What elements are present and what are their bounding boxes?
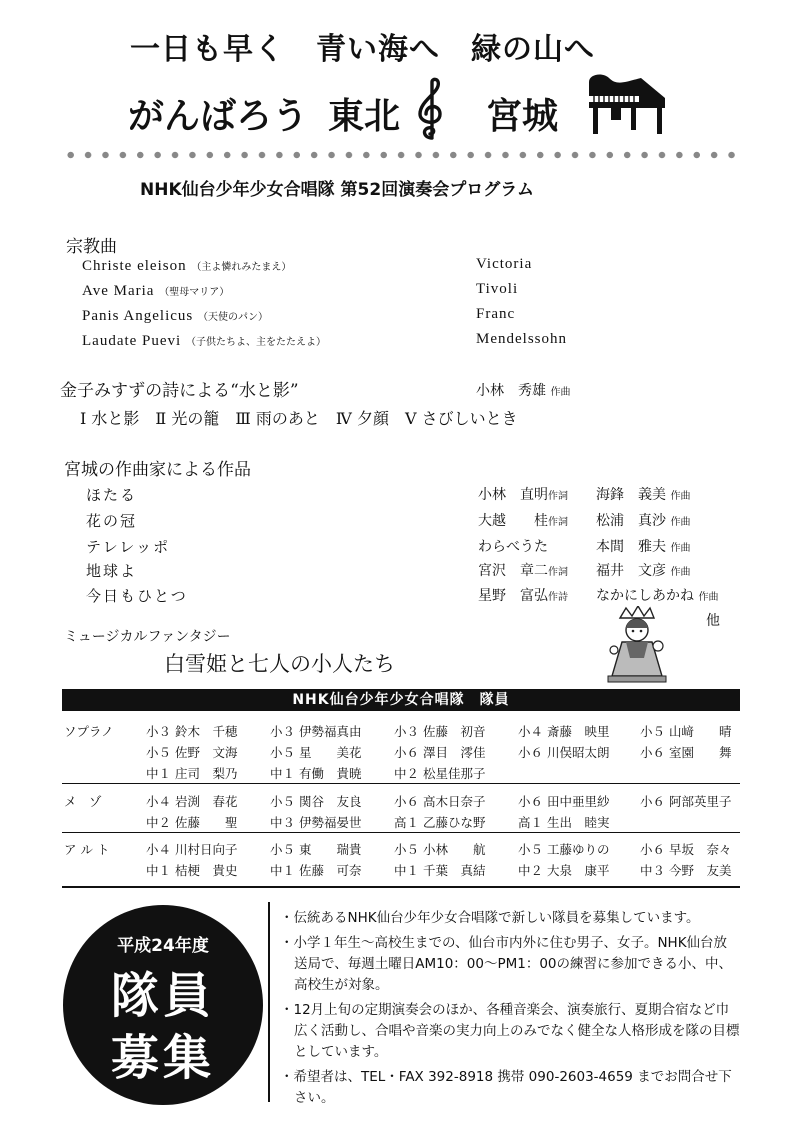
- piece-composer: Tivoli: [476, 281, 519, 297]
- piece-composer: Victoria: [476, 256, 533, 272]
- suite-movements: Ⅰ 水と影 Ⅱ 光の籠 Ⅲ 雨のあと Ⅳ 夕顔 Ⅴ さびしいとき: [80, 409, 518, 428]
- member-name: 小６ 早坂 奈々: [640, 842, 732, 857]
- piece-credits: [478, 585, 568, 605]
- piece-credits: [478, 560, 568, 580]
- composer-name: 小林 秀雄: [476, 383, 546, 399]
- slogan-line-1: 一日も早く 青い海へ 緑の山へ: [130, 32, 595, 67]
- role-label: 作詞: [548, 517, 568, 528]
- member-name: 小５ 星 美花: [270, 745, 362, 760]
- piece-row: [82, 306, 268, 325]
- member-name: 中３ 伊勢福晏世: [270, 815, 362, 830]
- piece-credits: [596, 560, 690, 580]
- treble-clef-icon: [414, 76, 448, 142]
- member-name: 小５ 東 瑞貴: [270, 842, 362, 857]
- role-label: 作曲: [698, 592, 719, 603]
- dotted-divider: [62, 151, 740, 159]
- lyricist-name: 宮沢 章二: [478, 563, 548, 579]
- piece-composer: Mendelssohn: [476, 331, 567, 347]
- piece-credits: [596, 585, 718, 605]
- composer-name: 福井 文彦: [596, 563, 666, 579]
- member-name: 小５ 山﨑 晴: [640, 724, 732, 739]
- roster-divider: [62, 783, 740, 784]
- member-name: 高１ 生出 睦実: [518, 815, 610, 830]
- member-name: 中１ 庄司 梨乃: [146, 766, 238, 781]
- piece-title: 地球よ: [86, 562, 138, 580]
- recruit-bullet: ・希望者は、TEL・FAX 392-8918 携帯 090-2603-4659 までお問合せ下さい。: [280, 1069, 732, 1106]
- piece-title: Laudate Puevi: [82, 333, 182, 349]
- member-name: 中１ 千葉 真結: [394, 863, 486, 878]
- piece-row: [82, 256, 291, 275]
- piece-subtitle: （聖母マリア）: [159, 287, 230, 298]
- part-label-mezzo: メ ゾ: [64, 794, 102, 809]
- role-label: 作曲: [550, 387, 571, 398]
- lyricist-name: 星野 富弘: [478, 588, 548, 604]
- recruit-bullet: ・小学１年生～高校生までの、仙台市内外に住む男子、女子。NHK仙台放送局で、毎週土曜日AM10：00～PM1：00の練習に参加できる小、中、高校生が対象。: [280, 935, 733, 993]
- roster-heading: NHK仙台少年少女合唱隊 隊員: [62, 689, 740, 711]
- piece-credits: [478, 484, 568, 504]
- grand-piano-icon: [585, 72, 671, 138]
- musical-label: ミュージカルファンタジー: [64, 629, 231, 645]
- lyricist-name: 大越 桂: [478, 513, 548, 529]
- section-heading-miyagi: 宮城の作曲家による作品: [64, 460, 251, 480]
- member-name: 小６ 澤目 澪佳: [394, 745, 486, 760]
- member-name: 中１ 佐藤 可奈: [270, 863, 362, 878]
- piece-composer: Franc: [476, 306, 516, 322]
- recruit-title-line1: 隊員: [110, 968, 215, 1024]
- member-name: 小４ 斎藤 映里: [518, 724, 610, 739]
- member-name: 中１ 桔梗 貴史: [146, 863, 238, 878]
- piece-title: 今日もひとつ: [86, 587, 188, 605]
- member-name: 小４ 川村日向子: [146, 842, 238, 857]
- recruit-badge: [63, 905, 263, 1105]
- role-label: 作詩: [548, 592, 568, 603]
- musical-title: 白雪姫と七人の小人たち: [164, 652, 395, 676]
- member-name: 小６ 川俣昭太朗: [518, 745, 610, 760]
- roster-divider: [62, 832, 740, 833]
- section-heading-suite: 金子みすずの詩による“水と影”: [60, 381, 299, 401]
- recruit-title-line2: 募集: [110, 1030, 215, 1086]
- composer-name: 松浦 真沙: [596, 513, 666, 529]
- role-label: 作曲: [670, 543, 691, 554]
- piece-subtitle: （子供たちよ、主をたたえよ）: [186, 337, 327, 348]
- snow-white-illustration: [600, 606, 672, 684]
- recruit-bullet: ・伝統あるNHK仙台少年少女合唱隊で新しい隊員を募集しています。: [280, 910, 700, 926]
- piece-title: ほたる: [86, 486, 138, 504]
- others-label: 他: [706, 613, 720, 629]
- member-name: 小４ 岩渕 春花: [146, 794, 238, 809]
- member-name: 小３ 鈴木 千穂: [146, 724, 238, 739]
- member-name: 小５ 関谷 友良: [270, 794, 362, 809]
- recruit-divider: [268, 902, 270, 1102]
- piece-credits: [478, 536, 548, 556]
- composer-name: 海鋒 義美: [596, 487, 666, 503]
- member-name: 中１ 有働 貴暁: [270, 766, 362, 781]
- piece-subtitle: （天使のパン）: [198, 312, 269, 323]
- member-name: 小５ 小林 航: [394, 842, 486, 857]
- member-name: 小６ 田中亜里紗: [518, 794, 610, 809]
- piece-row: [82, 281, 229, 300]
- piece-title: 花の冠: [86, 512, 138, 530]
- lyricist-name: わらべうた: [478, 539, 548, 555]
- section-heading-sacred: 宗教曲: [66, 237, 117, 257]
- slogan-miyagi: 宮城: [486, 96, 559, 137]
- member-name: 中２ 佐藤 聖: [146, 815, 238, 830]
- piece-title: Panis Angelicus: [82, 308, 194, 324]
- recruit-bullet: ・12月上旬の定期演奏会のほか、各種音楽会、演奏旅行、夏期合宿など巾広く活動し、合唱や音楽の実力向上のみでなく健全な人格形成を隊の目標としています。: [280, 1002, 740, 1060]
- member-name: 小６ 阿部英里子: [640, 794, 732, 809]
- piece-credits: [478, 510, 568, 530]
- role-label: 作曲: [670, 567, 691, 578]
- member-name: 中２ 松星佳那子: [394, 766, 486, 781]
- member-name: 小３ 伊勢福真由: [270, 724, 362, 739]
- piece-credits: [596, 536, 690, 556]
- role-label: 作詞: [548, 491, 568, 502]
- member-name: 高１ 乙藤ひな野: [394, 815, 486, 830]
- part-label-alto: ア ル ト: [64, 842, 110, 857]
- piece-row: [82, 331, 326, 350]
- member-name: 小５ 工藤ゆりの: [518, 842, 610, 857]
- composer-name: なかにしあかね: [596, 588, 694, 604]
- composer-name: 本間 雅夫: [596, 539, 666, 555]
- slogan-tohoku: 東北: [328, 96, 401, 137]
- member-name: 小６ 高木日奈子: [394, 794, 486, 809]
- piece-title: テレレッポ: [86, 538, 171, 556]
- piece-credits: [596, 484, 690, 504]
- member-name: 小６ 室園 舞: [640, 745, 732, 760]
- recruit-bullets: [280, 908, 740, 1113]
- slogan-ganbarou: がんばろう: [128, 96, 309, 137]
- member-name: 中３ 今野 友美: [640, 863, 732, 878]
- suite-composer: [476, 380, 570, 400]
- part-label-soprano: ソプラノ: [64, 724, 114, 739]
- member-name: 小３ 佐藤 初音: [394, 724, 486, 739]
- role-label: 作曲: [670, 491, 691, 502]
- recruit-year: 平成24年度: [117, 936, 209, 956]
- piece-credits: [596, 510, 690, 530]
- piece-title: Ave Maria: [82, 283, 155, 299]
- piece-subtitle: （主よ憐れみたまえ）: [191, 262, 292, 273]
- lyricist-name: 小林 直明: [478, 487, 548, 503]
- member-name: 小５ 佐野 文海: [146, 745, 238, 760]
- role-label: 作曲: [670, 517, 691, 528]
- program-title: NHK仙台少年少女合唱隊 第52回演奏会プログラム: [140, 180, 535, 200]
- piece-title: Christe eleison: [82, 258, 187, 274]
- member-name: 中２ 大泉 康平: [518, 863, 610, 878]
- roster-bottom-rule: [62, 886, 740, 888]
- role-label: 作詞: [548, 567, 568, 578]
